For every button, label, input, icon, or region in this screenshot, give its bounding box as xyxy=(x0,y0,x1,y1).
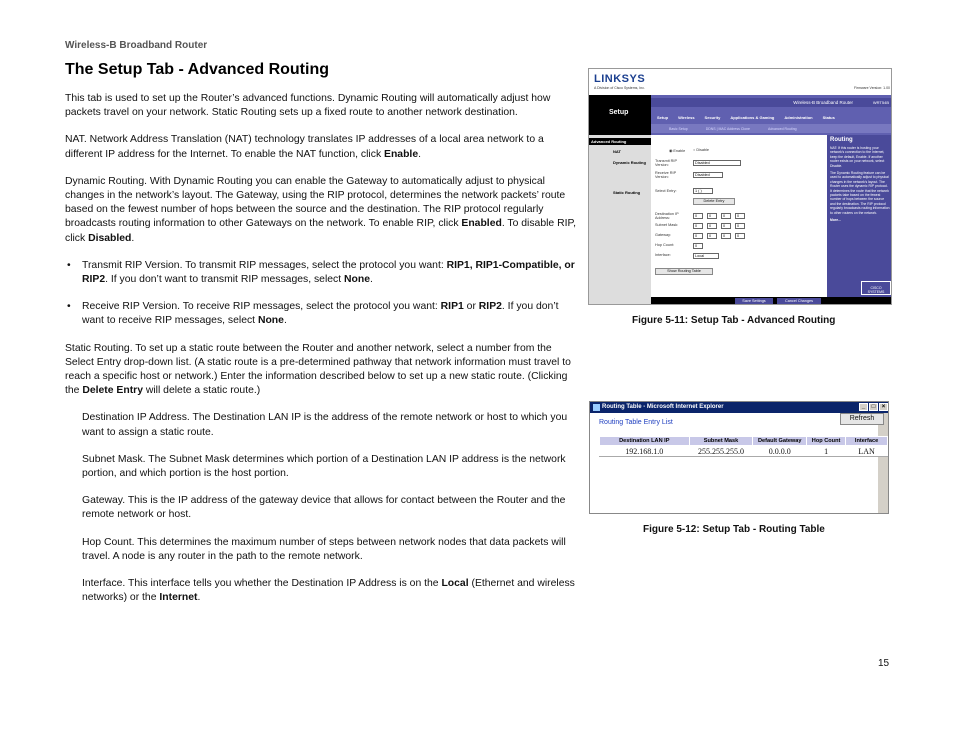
intro-text: This tab is used to set up the Router’s advanced functions. Dynamic Routing will automatically adjust how packets travel on your network. Static Routing sets up a fixed route to another network destination. xyxy=(65,93,551,119)
static-delete-term: Delete Entry xyxy=(82,385,143,397)
figure-1-caption: Figure 5-11: Setup Tab - Advanced Routing xyxy=(632,315,836,326)
help-title: Routing xyxy=(830,137,853,143)
subnet-mask-paragraph: Subnet Mask. The Subnet Mask determines which portion of a Destination LAN IP address is the network portion, and which portion is the host portion. xyxy=(82,453,566,480)
transmit-label: Transmit RIP Version: xyxy=(655,159,677,167)
figure-2-caption: Figure 5-12: Setup Tab - Routing Table xyxy=(643,524,825,535)
nat-disable-radio[interactable]: ○ Disable xyxy=(693,148,710,152)
show-routing-table-button[interactable]: Show Routing Table xyxy=(655,268,713,275)
left-nat-label: NAT xyxy=(613,149,621,154)
section-label: Setup xyxy=(609,109,629,116)
left-dynamic-label: Dynamic Routing xyxy=(613,160,646,165)
gateway-label: Gateway: xyxy=(655,233,672,237)
disable-label: Disable xyxy=(696,148,710,152)
sub-tabs xyxy=(651,124,892,133)
interface-paragraph xyxy=(65,577,582,605)
gateway-paragraph: Gateway. This is the IP address of the gateway device that allows for contact between the Router and the remote network or host. xyxy=(82,495,566,521)
iface-local-term: Local xyxy=(441,578,469,590)
dest-ip-octet-2[interactable]: 0 xyxy=(707,213,717,219)
b1-text: Transmit RIP Version. To transmit RIP messages, select the protocol you want: xyxy=(82,259,447,271)
gateway-octet-4[interactable]: 0 xyxy=(735,233,745,239)
iface-mid: (Ethernet and wireless networks) or the xyxy=(82,578,575,604)
body-column xyxy=(65,92,582,618)
bullet-dot: • xyxy=(67,301,71,313)
b2-mid1: or xyxy=(463,301,479,313)
b2-bold2: RIP2 xyxy=(478,301,502,313)
left-static-label: Static Routing xyxy=(613,190,641,195)
model-bar xyxy=(651,98,892,107)
col-destination: Destination LAN IP xyxy=(600,437,690,446)
gateway-octet-1[interactable]: 0 xyxy=(693,233,703,239)
cell-subnet-mask: 255.255.255.0 xyxy=(689,446,753,457)
iface-text: Interface. This interface tells you whether the Destination IP Address is on the xyxy=(82,578,442,590)
select-entry-dropdown[interactable]: 1 ( ) xyxy=(693,188,713,194)
mask-octet-3[interactable]: 0 xyxy=(721,223,731,229)
help-more-link[interactable]: More... xyxy=(830,218,841,223)
interface-select[interactable]: Local xyxy=(693,253,719,259)
b2-end: . xyxy=(283,315,287,327)
router-navbar xyxy=(651,95,892,135)
bullet-receive xyxy=(65,300,582,328)
gateway-octet-3[interactable]: 0 xyxy=(721,233,731,239)
b2-bold3: None xyxy=(257,315,284,327)
router-main xyxy=(651,135,827,305)
close-icon[interactable]: × xyxy=(879,403,888,411)
delete-entry-button[interactable]: Delete Entry xyxy=(693,198,735,205)
main-tabs xyxy=(651,111,892,123)
cell-interface: LAN xyxy=(846,446,888,457)
b1-mid: . If you don’t want to transmit RIP messages, select xyxy=(105,274,345,286)
enable-label: Enable xyxy=(673,149,686,153)
linksys-logo: LINKSYS xyxy=(594,73,646,85)
subtab-ddns-mac[interactable]: DDNS | MAC Address Clone xyxy=(705,126,750,131)
window-titlebar xyxy=(590,402,889,413)
dyn-enabled-term: Enabled xyxy=(461,218,502,230)
hop-count-paragraph: Hop Count. This determines the maximum number of steps between network nodes that data packets will travel. A node is any router in the path to the remote network. xyxy=(82,536,566,562)
nat-enable-radio[interactable]: ◉ Enable xyxy=(669,149,686,153)
subtab-basic-setup[interactable]: Basic Setup xyxy=(669,126,688,131)
interface-label: Interface: xyxy=(655,253,671,257)
tab-applications-gaming[interactable]: Applications & Gaming xyxy=(730,114,775,120)
bullet-transmit xyxy=(65,259,582,287)
mask-octet-4[interactable]: 0 xyxy=(735,223,745,229)
b2-bold1: RIP1 xyxy=(440,301,464,313)
intro-paragraph xyxy=(65,92,582,120)
nat-paragraph xyxy=(65,133,582,161)
cell-destination: 192.168.1.0 xyxy=(600,446,690,457)
routing-table-heading: Routing Table Entry List xyxy=(599,419,673,426)
window-title: Routing Table - Microsoft Internet Explorer xyxy=(602,404,724,410)
col-subnet-mask: Subnet Mask xyxy=(689,437,753,446)
help-nat-text: NAT: If this router is hosting your network's connection to the Internet, keep the default, Enable. If another router exists on your network, select Disable. xyxy=(830,146,885,168)
dyn-mid: . To disable RIP, click xyxy=(65,218,576,244)
dyn-disabled-term: Disabled xyxy=(88,232,132,244)
dest-ip-label: Destination IP Address: xyxy=(655,212,679,220)
nat-enable-term: Enable xyxy=(384,148,419,160)
page-number: 15 xyxy=(878,658,890,669)
b1-bold2: None xyxy=(344,274,370,286)
mask-octet-1[interactable]: 0 xyxy=(693,223,703,229)
tab-administration[interactable]: Administration xyxy=(784,114,813,120)
refresh-button[interactable]: Refresh xyxy=(840,413,884,425)
table-header-row xyxy=(600,437,888,446)
hop-count-field[interactable]: 0 xyxy=(693,243,703,249)
help-panel xyxy=(827,135,892,297)
tab-wireless[interactable]: Wireless xyxy=(678,114,695,120)
b1-end: . xyxy=(370,274,373,286)
dyn-text: Dynamic Routing. With Dynamic Routing you can enable the Gateway to automatically adjust to physical changes in the network’s layout. The Gateway, using the RIP protocol, determines the network packets’ route based on the fewest number of hops between the source and the destination. The RIP protocol regularly broadcasts routing information to other Gateways on the network. To enable RIP, click xyxy=(65,175,566,230)
router-topbar xyxy=(589,69,892,95)
gateway-octet-2[interactable]: 0 xyxy=(707,233,717,239)
dest-ip-octet-4[interactable]: 0 xyxy=(735,213,745,219)
tab-security[interactable]: Security xyxy=(704,114,721,120)
nat-text: NAT. Network Address Translation (NAT) technology translates IP addresses of a local area network to a different IP address for the Internet. To enable the NAT function, click xyxy=(65,134,544,160)
dest-ip-octet-3[interactable]: 0 xyxy=(721,213,731,219)
figure-routing-table xyxy=(589,401,889,514)
transmit-select[interactable]: Disabled xyxy=(693,160,741,166)
page-title: The Setup Tab - Advanced Routing xyxy=(65,61,329,78)
subtab-advanced-routing[interactable]: Advanced Routing xyxy=(767,126,797,131)
left-header: Advanced Routing xyxy=(589,138,651,145)
subnet-mask-label: Subnet Mask: xyxy=(655,223,679,227)
figure-advanced-routing xyxy=(588,68,892,305)
static-end: will delete a static route.) xyxy=(142,385,261,397)
b2-mid2: . If you don’t want to receive RIP messages, select xyxy=(82,301,559,327)
save-settings-button[interactable]: Save Settings xyxy=(735,298,773,305)
dest-ip-octet-1[interactable]: 0 xyxy=(693,213,703,219)
routing-table xyxy=(599,436,888,457)
left-column xyxy=(589,135,651,305)
iface-internet-term: Internet xyxy=(159,592,198,604)
tab-setup[interactable]: Setup xyxy=(657,114,669,120)
logo-subtitle: A Division of Cisco Systems, Inc. xyxy=(594,86,645,90)
b1-bold1: RIP1, RIP1-Compatible, or RIP2 xyxy=(82,259,575,286)
col-hop-count: Hop Count xyxy=(807,437,846,446)
select-entry-label: Select Entry: xyxy=(655,189,677,193)
destination-paragraph: Destination IP Address. The Destination LAN IP is the address of the remote network or host to which you want to assign a static route. xyxy=(82,412,568,438)
nat-end: . xyxy=(418,148,421,160)
iface-end: . xyxy=(197,592,201,604)
minimize-icon[interactable]: _ xyxy=(859,403,868,411)
static-routing-paragraph xyxy=(65,342,582,399)
ie-icon xyxy=(593,404,600,411)
cisco-logo: CISCO SYSTEMS xyxy=(861,281,891,295)
mask-octet-2[interactable]: 0 xyxy=(707,223,717,229)
receive-label: Receive RIP Version: xyxy=(655,171,677,179)
maximize-icon[interactable]: □ xyxy=(869,403,878,411)
col-default-gateway: Default Gateway xyxy=(753,437,807,446)
help-dynamic-text: The Dynamic Routing feature can be used to automatically adjust to physical changes in the network's layout. The Router uses the dynamic RIP protocol. It determines the route that the network packets take based on the fewest number of hops between the source and the destination. The RIP protocol regularly broadcasts routing information to other routers on the network. xyxy=(830,171,890,215)
dyn-end: . xyxy=(131,232,135,244)
firmware-version: Firmware Version: 1.00 xyxy=(854,86,890,90)
tab-status[interactable]: Status xyxy=(822,114,835,120)
window-buttons xyxy=(859,403,888,411)
receive-select[interactable]: Disabled xyxy=(693,172,723,178)
hop-count-label: Hop Count: xyxy=(655,243,675,247)
cancel-changes-button[interactable]: Cancel Changes xyxy=(777,298,821,305)
bullet-dot: • xyxy=(67,259,71,271)
b2-text: Receive RIP Version. To receive RIP messages, select the protocol you want: xyxy=(82,301,441,313)
col-interface: Interface xyxy=(846,437,888,446)
product-name: Wireless-B Broadband Router xyxy=(793,100,853,105)
bottom-bar xyxy=(651,297,892,305)
table-row xyxy=(600,446,888,457)
dynamic-routing-paragraph xyxy=(65,175,582,246)
static-text: Static Routing. To set up a static route between the Router and another network, select a number from the Select Entry drop-down list. (A static route is a pre-determined pathway that network information must travel to reach a specific host or network.) Enter the information described below to set up a new static route. (Clicking the xyxy=(65,342,571,397)
cell-hop-count: 1 xyxy=(807,446,846,457)
cell-default-gateway: 0.0.0.0 xyxy=(753,446,807,457)
window-content xyxy=(590,413,880,514)
header-label: Wireless-B Broadband Router xyxy=(65,40,208,51)
section-block xyxy=(589,95,651,135)
model-number: WRT54B xyxy=(872,100,889,105)
vertical-scrollbar[interactable] xyxy=(878,413,888,514)
